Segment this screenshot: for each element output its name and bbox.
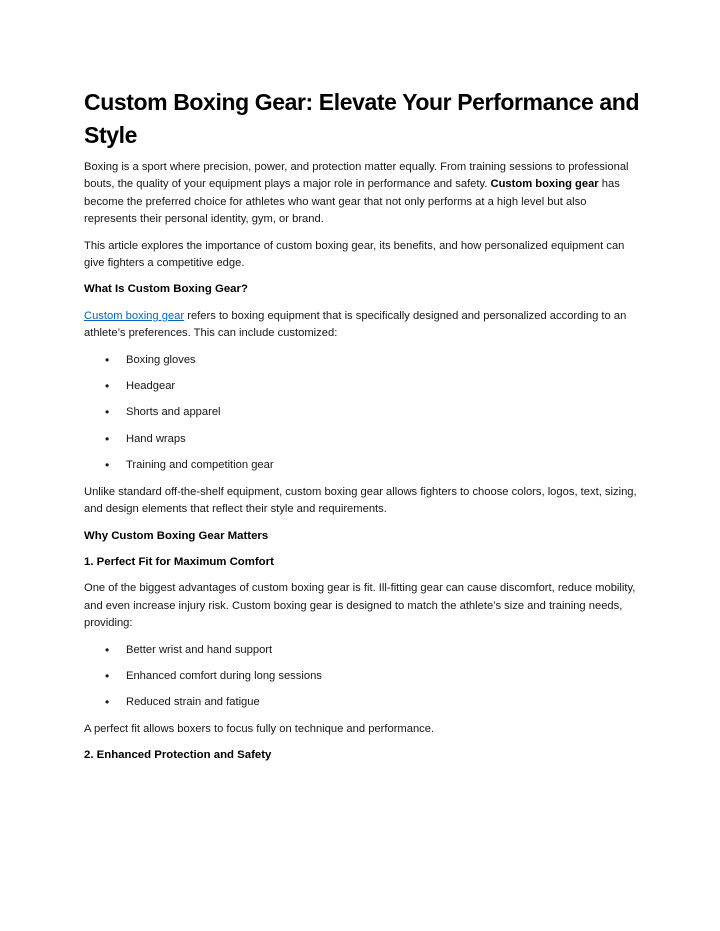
what-definition-paragraph [84, 308, 640, 343]
list-item: • Headgear [84, 378, 640, 395]
list-item: • Better wrist and hand support [84, 642, 640, 659]
intro-bold-phrase: Custom boxing gear [490, 178, 599, 191]
intro-paragraph [84, 159, 640, 229]
list-item: • Shorts and apparel [84, 404, 640, 421]
list-item: • Enhanced comfort during long sessions [84, 668, 640, 685]
intro-paragraph-2: This article explores the importance of custom boxing gear, its benefits, and how personalized equipment can give fighters a competitive edge. [84, 239, 625, 270]
what-outro-paragraph: Unlike standard off-the-shelf equipment, custom boxing gear allows fighters to choose colors, logos, text, sizing, and design elements that reflect their style and requirements. [84, 485, 637, 516]
intro-text-post: has become the preferred choice for athletes who want gear that not only performs at a high level but also represents their personal identity, gym, or brand. [84, 178, 620, 226]
custom-boxing-gear-link[interactable]: Custom boxing gear [84, 309, 185, 322]
fit-benefits-list [84, 642, 640, 712]
section-heading-what-is-custom-boxing-gear: What Is Custom Boxing Gear? [84, 283, 248, 296]
perfect-fit-outro-paragraph: A perfect fit allows boxers to focus fully on technique and performance. [84, 722, 435, 735]
gear-types-list [84, 352, 640, 475]
list-item: • Boxing gloves [84, 352, 640, 369]
subsection-heading-perfect-fit: 1. Perfect Fit for Maximum Comfort [84, 555, 274, 568]
page-title: Custom Boxing Gear: Elevate Your Performance and Style [84, 89, 640, 148]
intro-text-pre: Boxing is a sport where precision, power, and protection matter equally. From training sessions to professional bouts, the quality of your equipment plays a major role in performance and safety. [84, 161, 629, 191]
list-item: • Hand wraps [84, 431, 640, 448]
list-item: • Reduced strain and fatigue [84, 694, 640, 711]
list-item: • Training and competition gear [84, 457, 640, 474]
subsection-heading-enhanced-protection: 2. Enhanced Protection and Safety [84, 749, 272, 762]
what-definition-text: refers to boxing equipment that is specifically designed and personalized according to an athlete’s preferences. This can include customized: [84, 309, 627, 340]
perfect-fit-paragraph: One of the biggest advantages of custom boxing gear is fit. Ill-fitting gear can cause discomfort, reduce mobility, and even increase injury risk. Custom boxing gear is designed to match the athlete’s size and training needs, providing: [84, 582, 636, 630]
section-heading-why-custom-boxing-gear-matters: Why Custom Boxing Gear Matters [84, 529, 269, 542]
